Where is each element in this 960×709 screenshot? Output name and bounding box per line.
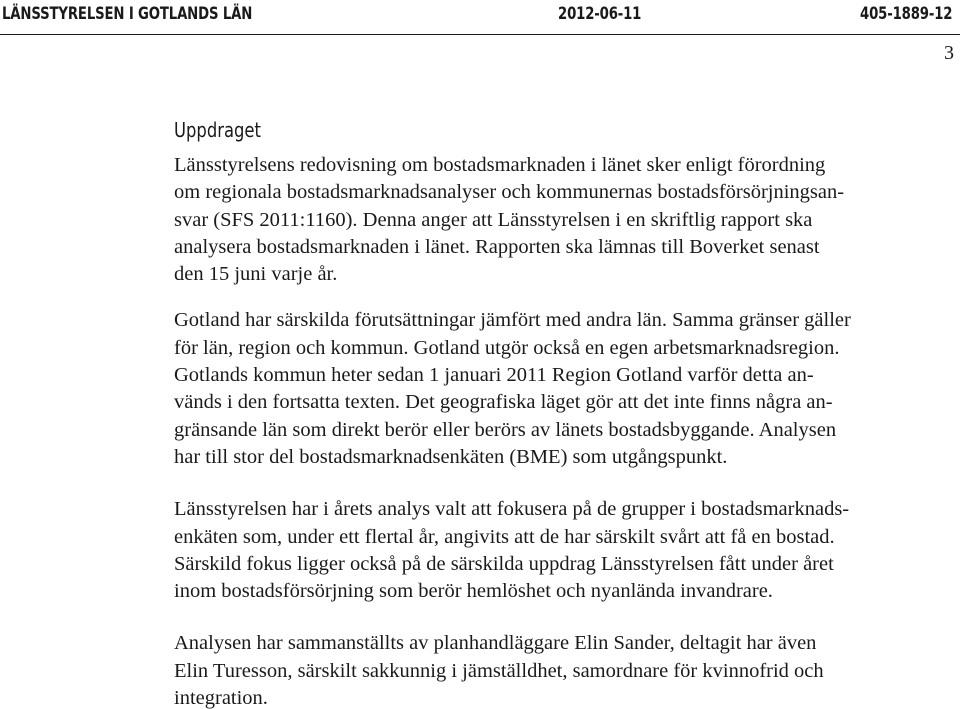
header-reference-number: 405-1889-12 <box>859 4 952 24</box>
text-line: integration. <box>174 687 268 709</box>
paragraph-spacer <box>174 288 954 307</box>
text-line: enkäten som, under ett flertal år, angivits att de har särskilt svårt att få en bostad. <box>174 525 835 548</box>
text-line: Länsstyrelsen har i årets analys valt att fokusera på de grupper i bostadsmarknads- <box>174 498 850 521</box>
text-line: om regionala bostadsmarknadsanalyser och kommunernas bostadsförsörjningsan- <box>174 181 845 204</box>
text-line: Elin Turesson, särskilt sakkunnig i jämställdhet, samordnare för kvinnofrid och <box>174 659 824 682</box>
text-line: Särskild fokus ligger också på de särskilda uppdrag Länsstyrelsen fått under året <box>174 552 834 575</box>
text-line: analysera bostadsmarknaden i länet. Rapporten ska lämnas till Boverket senast <box>174 235 820 258</box>
text-line: Länsstyrelsens redovisning om bostadsmarknaden i länet sker enligt förordning <box>174 154 826 176</box>
text-line: den 15 juni varje år. <box>174 263 338 286</box>
text-line: har till stor del bostadsmarknadsenkäten (BME) som utgångspunkt. <box>174 445 728 468</box>
paragraph-assignment <box>174 152 954 288</box>
paragraph-authors <box>174 630 954 709</box>
document-body <box>174 114 954 709</box>
paragraph-spacer <box>174 605 954 630</box>
text-line: svar (SFS 2011:1160). Denna anger att Länsstyrelsen i en skriftlig rapport ska <box>174 208 813 231</box>
text-line: inom bostadsförsörjning som berör hemlöshet och nyanlända invandrare. <box>174 580 773 603</box>
text-line: för län, region och kommun. Gotland utgör också en egen arbetsmarknadsregion. <box>174 336 840 359</box>
paragraph-focus <box>174 496 954 605</box>
text-line: gränsande län som direkt berör eller berörs av länets bostadsbyggande. Analysen <box>174 418 837 441</box>
header-rule <box>0 34 960 35</box>
text-line: Gotland har särskilda förutsättningar jämfört med andra län. Samma gränser gäller <box>174 309 851 332</box>
text-line: Analysen har sammanställts av planhandläggare Elin Sander, deltagit har även <box>174 632 817 655</box>
text-line: Gotlands kommun heter sedan 1 januari 2011 Region Gotland varför detta an- <box>174 364 814 387</box>
section-heading: Uppdraget <box>174 118 261 142</box>
text-line: vänds i den fortsatta texten. Det geografiska läget gör att det inte finns några an- <box>174 391 833 414</box>
header-date: 2012-06-11 <box>558 4 642 24</box>
paragraph-gotland <box>174 307 954 471</box>
paragraph-spacer <box>174 471 954 496</box>
header-organization: LÄNSSTYRELSEN I GOTLANDS LÄN <box>2 4 253 24</box>
page-number: 3 <box>944 42 954 64</box>
page-header <box>0 0 960 40</box>
